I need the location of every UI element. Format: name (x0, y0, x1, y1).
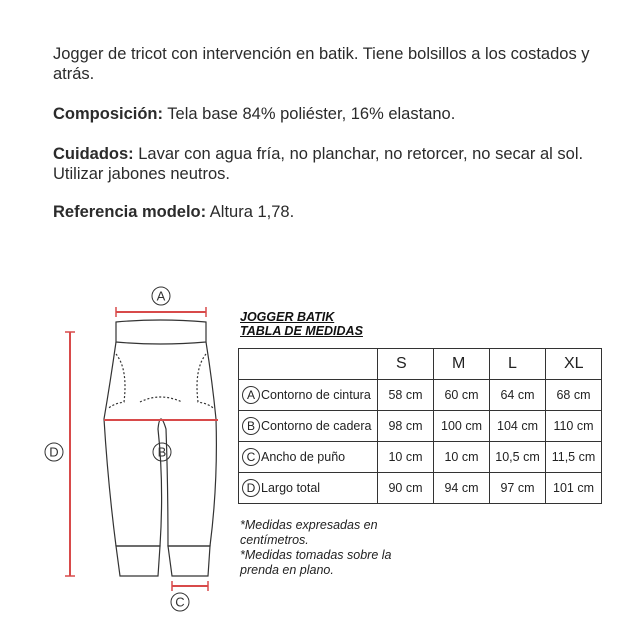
table-cell: 58 cm (378, 380, 434, 411)
size-header-s: S (378, 349, 434, 380)
composition-text (53, 104, 623, 124)
note-line: *Medidas expresadas en (240, 518, 378, 532)
model-reference-value: Altura 1,78. (206, 203, 295, 221)
measurement-notes (240, 518, 391, 578)
size-header-xl: XL (546, 349, 602, 380)
right-cuff (168, 546, 210, 576)
row-label: Ancho de puño (261, 450, 346, 464)
table-cell: 110 cm (546, 411, 602, 442)
table-title-product: JOGGER BATIK (240, 310, 335, 324)
size-header-empty (239, 349, 378, 380)
table-row (239, 442, 602, 473)
size-header-m: M (434, 349, 490, 380)
table-cell: 10 cm (434, 442, 490, 473)
table-row (239, 473, 602, 504)
note-line: *Medidas tomadas sobre la (240, 548, 392, 562)
model-reference-text (53, 202, 623, 222)
row-marker: B (242, 417, 260, 435)
table-cell: 60 cm (434, 380, 490, 411)
table-cell: 100 cm (434, 411, 490, 442)
table-cell: 101 cm (546, 473, 602, 504)
care-text (53, 144, 623, 184)
table-cell: 68 cm (546, 380, 602, 411)
care-label: Cuidados: (53, 145, 134, 163)
row-label: Contorno de cadera (261, 419, 372, 433)
marker-a: A (156, 288, 166, 304)
row-label: Contorno de cintura (261, 388, 371, 402)
size-header-row (239, 349, 602, 380)
table-cell: 64 cm (490, 380, 546, 411)
composition-label: Composición: (53, 105, 163, 123)
composition-value: Tela base 84% poliéster, 16% elastano. (163, 105, 456, 123)
table-row (239, 380, 602, 411)
table-cell: 104 cm (490, 411, 546, 442)
marker-d: D (49, 444, 59, 460)
note-line: centímetros. (240, 533, 309, 547)
table-cell: 10,5 cm (490, 442, 546, 473)
row-marker: C (242, 448, 260, 466)
table-cell: 97 cm (490, 473, 546, 504)
table-cell: 94 cm (434, 473, 490, 504)
model-reference-label: Referencia modelo: (53, 203, 207, 221)
table-title (240, 310, 363, 338)
waistband (116, 320, 206, 344)
care-value: Lavar con agua fría, no planchar, no retorcer, no secar al sol. Utilizar jabones neutros. (53, 145, 584, 183)
jogger-illustration (40, 284, 235, 624)
table-cell: 98 cm (378, 411, 434, 442)
size-header-l: L (490, 349, 546, 380)
table-cell: 10 cm (378, 442, 434, 473)
row-label: Largo total (261, 481, 321, 495)
table-title-subtitle: TABLA DE MEDIDAS (240, 324, 363, 338)
table-cell: 90 cm (378, 473, 434, 504)
marker-b: B (157, 444, 167, 460)
marker-c: C (175, 594, 185, 610)
table-cell: 11,5 cm (546, 442, 602, 473)
size-table (238, 348, 602, 504)
row-marker: D (242, 479, 260, 497)
table-row (239, 411, 602, 442)
row-marker: A (242, 386, 260, 404)
product-description: Jogger de tricot con intervención en batik. Tiene bolsillos a los costados y atrás. (53, 45, 590, 83)
left-cuff (116, 546, 160, 576)
note-line: prenda en plano. (240, 563, 334, 577)
crotch-seam (140, 397, 182, 402)
